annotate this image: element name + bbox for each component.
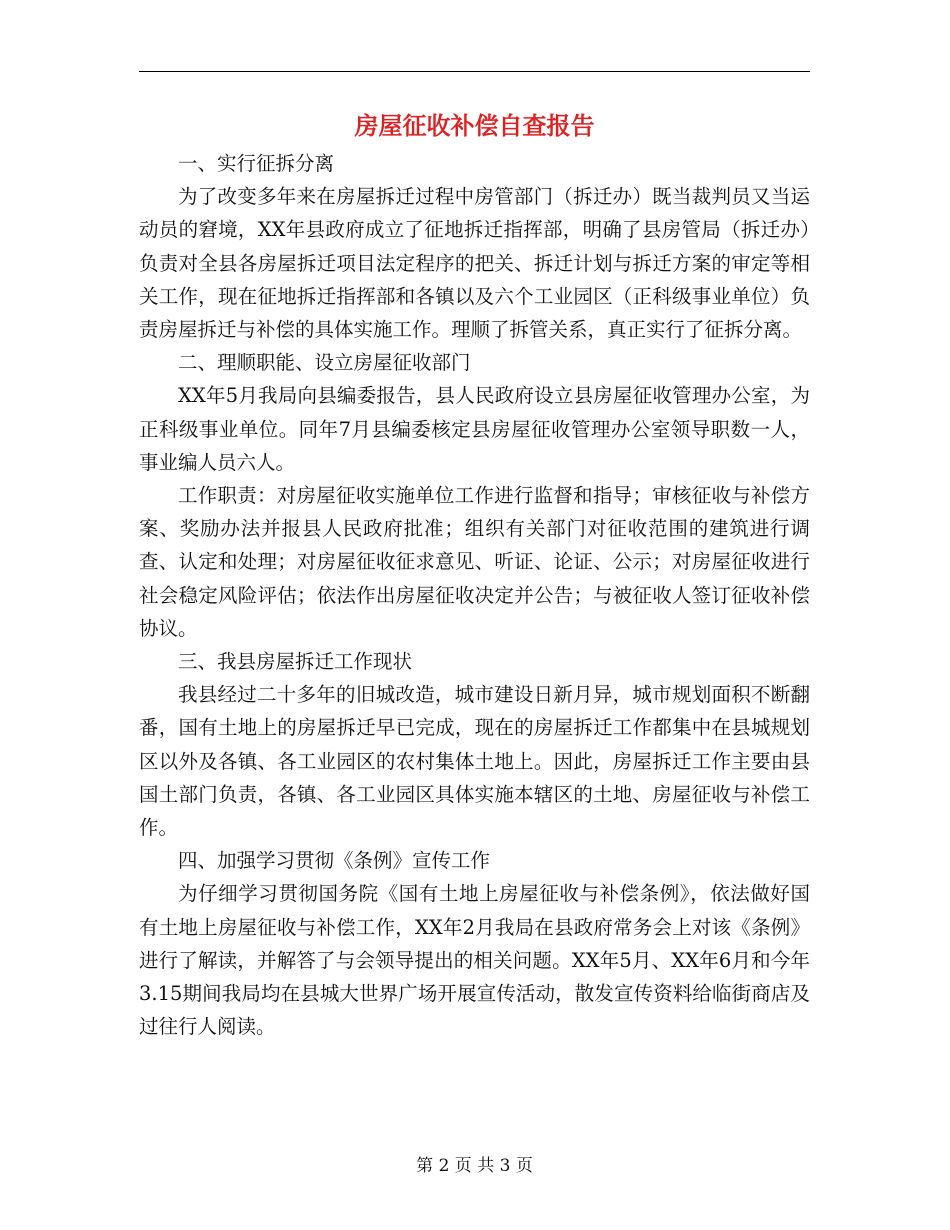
paragraph-2: XX年5月我局向县编委报告，县人民政府设立县房屋征收管理办公室，为正科级事业单位。同年7月县编委核定县房屋征收管理办公室领导职数一人，事业编人员六人。 (139, 384, 810, 474)
header-rule (139, 71, 810, 72)
paragraph-5: 为仔细学习贯彻国务院《国有土地上房屋征收与补偿条例》，依法做好国有土地上房屋征收与补偿工作，XX年2月我局在县政府常务会上对该《条例》进行了解读，并解答了与会领导提出的相关问题。XX年5月、XX年6月和今年3.15期间我局均在县城大世界广场开展宣传活动，散发宣传资料给临街商店及过往行人阅读。 (139, 882, 810, 1039)
section-heading-1: 一、实行征拆分离 (178, 152, 335, 175)
section-heading-4: 四、加强学习贯彻《条例》宣传工作 (178, 849, 491, 873)
page-number: 第 2 页 共 3 页 (416, 1156, 533, 1176)
document-body (139, 147, 810, 1043)
paragraph-3: 工作职责：对房屋征收实施单位工作进行监督和指导；审核征收与补偿方案、奖励办法并报县人民政府批准；组织有关部门对征收范围的建筑进行调查、认定和处理；对房屋征收征求意见、听证、论证、公示；对房屋征收进行社会稳定风险评估；依法作出房屋征收决定并公告；与被征收人签订征收补偿协议。 (139, 484, 810, 640)
paragraph-4: 我县经过二十多年的旧城改造，城市建设日新月异，城市规划面积不断翻番，国有土地上的房屋拆迁早已完成，现在的房屋拆迁工作都集中在县城规划区以外及各镇、各工业园区的农村集体土地上。因此，房屋拆迁工作主要由县国土部门负责，各镇、各工业园区具体实施本辖区的土地、房屋征收与补偿工作。 (139, 683, 810, 840)
section-heading-3: 三、我县房屋拆迁工作现状 (178, 650, 413, 674)
document-title: 房屋征收补偿自查报告 (354, 111, 595, 140)
paragraph-1: 为了改变多年来在房屋拆迁过程中房管部门（拆迁办）既当裁判员又当运动员的窘境，XX年县政府成立了征地拆迁指挥部，明确了县房管局（拆迁办）负责对全县各房屋拆迁项目法定程序的把关、拆迁计划与拆迁方案的审定等相关工作，现在征地拆迁指挥部和各镇以及六个工业园区（正科级事业单位）负责房屋拆迁与补偿的具体实施工作。理顺了拆管关系，真正实行了征拆分离。 (139, 185, 810, 342)
section-heading-2: 二、理顺职能、设立房屋征收部门 (178, 351, 471, 375)
